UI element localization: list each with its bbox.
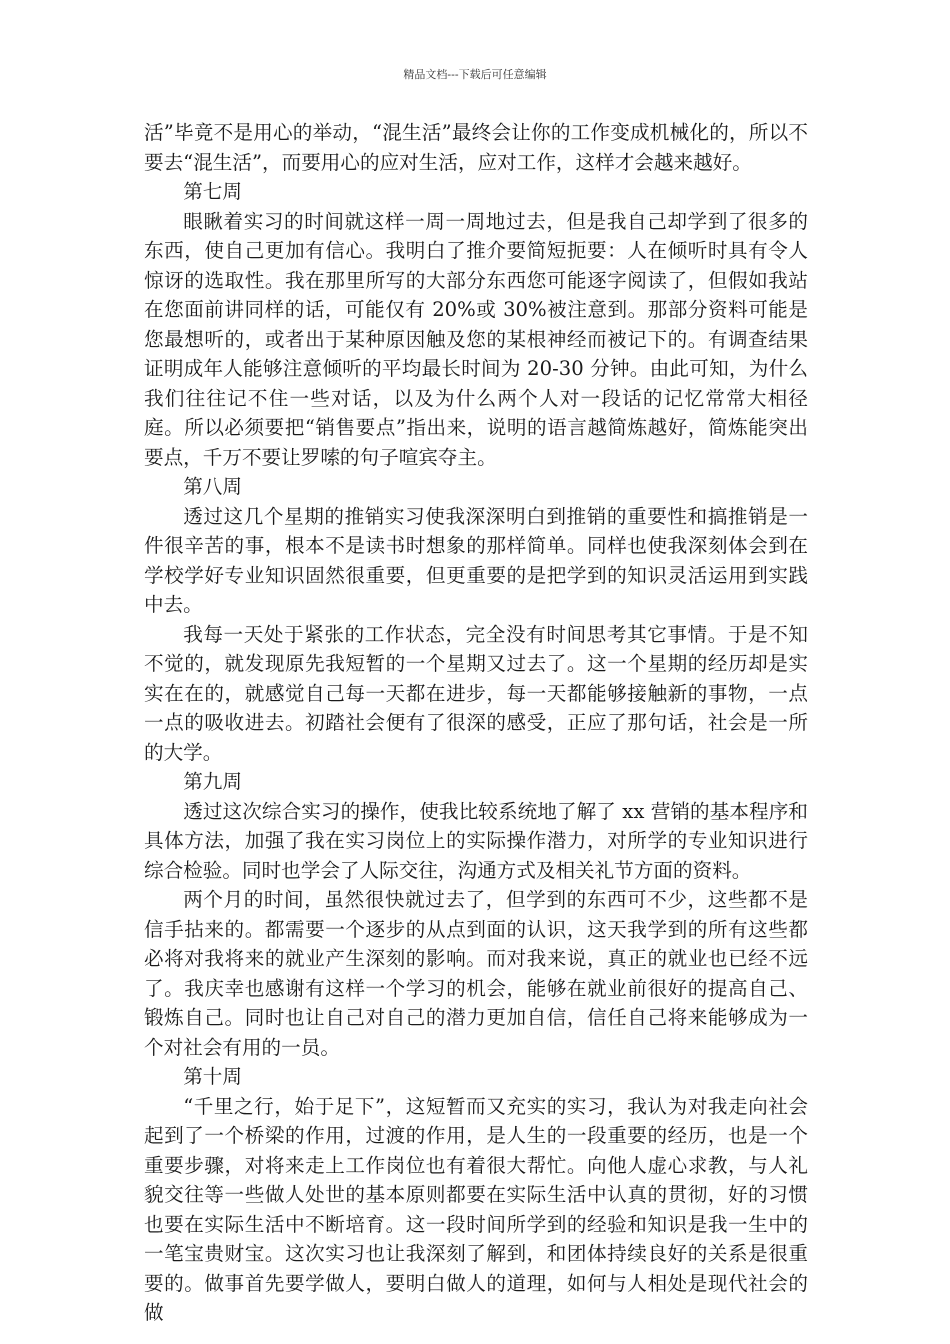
paragraph: 透过这几个星期的推销实习使我深深明白到推销的重要性和搞推销是一件很辛苦的事，根本不是读书时想象的那样简单。同样也使我深刻体会到在学校学好专业知识固然很重要，但更重要的是把学到的知识灵活运用到实践中去。 [144,504,808,616]
paragraph: 两个月的时间，虽然很快就过去了，但学到的东西可不少，这些都不是信手拈来的。都需要一个逐步的从点到面的认识，这天我学到的所有这些都必将对我将来的就业产生深刻的影响。而对我来说，真正的就业也已经不远了。我庆幸也感谢有这样一个学习的机会，能够在就业前很好的提高自己、锻炼自己。同时也让自己对自己的潜力更加自信，信任自己将来能够成为一个对社会有用的一员。 [144,888,808,1059]
page-header: 精品文档---下载后可任意编辑 [403,68,547,81]
paragraph-continuation: 活”毕竟不是用心的举动，“混生活”最终会让你的工作变成机械化的，所以不要去“混生活”，而要用心的应对生活，应对工作，这样才会越来越好。 [144,121,808,174]
section-heading-week-7: 第七周 [183,180,242,203]
paragraph: “千里之行，始于足下”，这短暂而又充实的实习，我认为对我走向社会起到了一个桥梁的作用，过渡的作用，是人生的一段重要的经历，也是一个重要步骤，对将来走上工作岗位也有着很大帮忙。向他人虚心求教，与人礼貌交往等一些做人处世的基本原则都要在实际生活中认真的贯彻，好的习惯也要在实际生活中不断培育。这一段时间所学到的经验和知识是我一生中的一笔宝贵财宝。这次实习也让我深刻了解到，和团体持续良好的关系是很重要的。做事首先要学做人，要明白做人的道理，如何与人相处是现代社会的做 [144,1094,808,1324]
document-body [144,118,808,1328]
section-heading-week-10: 第十周 [183,1065,242,1088]
section-heading-week-8: 第八周 [183,475,242,498]
section-heading-week-9: 第九周 [183,770,242,793]
paragraph: 眼瞅着实习的时间就这样一周一周地过去，但是我自己却学到了很多的东西，使自己更加有信心。我明白了推介要简短扼要：人在倾听时具有令人惊讶的选取性。我在那里所写的大部分东西您可能逐字阅读了，但假如我站在您面前讲同样的话，可能仅有 20%或 30%被注意到。那部分资料可能是您最想听的，或者出于某种原因触及您的某根神经而被记下的。有调查结果证明成年人能够注意倾听的平均最长时间为 20-30 分钟。由此可知，为什么我们往往记不住一些对话，以及为什么两个人对一段话的记忆常常大相径庭。所以必须要把“销售要点”指出来，说明的语言越简炼越好，简炼能突出要点，千万不要让罗嗦的句子喧宾夺主。 [144,209,808,469]
paragraph: 透过这次综合实习的操作，使我比较系统地了解了 xx 营销的基本程序和具体方法，加强了我在实习岗位上的实际操作潜力，对所学的专业知识进行综合检验。同时也学会了人际交往，沟通方式及相关礼节方面的资料。 [144,799,808,882]
paragraph: 我每一天处于紧张的工作状态，完全没有时间思考其它事情。于是不知不觉的，就发现原先我短暂的一个星期又过去了。这一个星期的经历却是实实在在的，就感觉自己每一天都在进步，每一天都能够接触新的事物，一点一点的吸收进去。初踏社会便有了很深的感受，正应了那句话，社会是一所的大学。 [144,622,808,764]
